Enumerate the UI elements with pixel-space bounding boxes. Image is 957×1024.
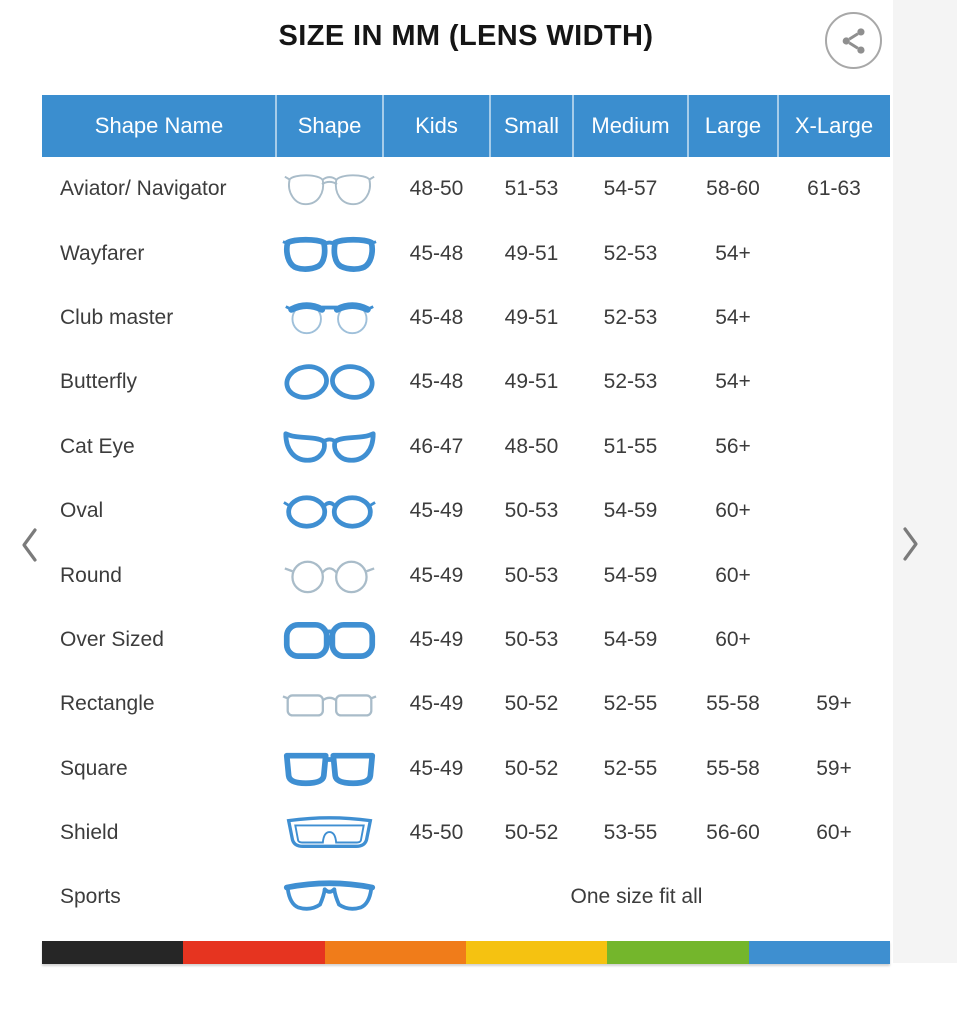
- size-cell: 49-51: [504, 370, 559, 394]
- size-cell: 60+: [816, 821, 852, 845]
- size-cell: 59+: [816, 692, 852, 716]
- size-cell: 52-53: [603, 305, 658, 329]
- size-cell: 56+: [715, 434, 751, 458]
- shape-name-cell: Aviator/ Navigator: [60, 177, 227, 201]
- size-cell: [778, 479, 890, 543]
- aviator-glasses-icon: [276, 157, 383, 221]
- size-cell: 60+: [715, 563, 751, 587]
- table-row: [42, 543, 890, 607]
- size-cell: 54+: [715, 370, 751, 394]
- shape-name-cell: Club master: [60, 305, 174, 329]
- size-cell: 61-63: [807, 177, 861, 201]
- shape-name-cell: Square: [60, 756, 128, 780]
- stripe-segment: [183, 941, 324, 964]
- size-cell: 45-49: [409, 563, 464, 587]
- size-cell: 54-57: [603, 177, 658, 201]
- size-cell: 50-53: [504, 499, 559, 523]
- oversized-glasses-icon: [276, 608, 383, 672]
- shape-name-cell: Shield: [60, 821, 119, 845]
- stripe-segment: [325, 941, 466, 964]
- size-cell: 45-48: [409, 241, 464, 265]
- size-cell: 50-53: [504, 627, 559, 651]
- shape-name-cell: Sports: [60, 885, 121, 909]
- size-cell: [778, 350, 890, 414]
- size-cell: 52-55: [603, 756, 658, 780]
- size-cell: 49-51: [504, 305, 559, 329]
- table-row: [42, 415, 890, 479]
- chevron-left-icon: [18, 526, 42, 564]
- size-cell: 51-55: [603, 434, 658, 458]
- table-row: [42, 221, 890, 285]
- size-cell: 56-60: [706, 821, 760, 845]
- size-cell: 45-50: [409, 821, 464, 845]
- carousel-prev-button[interactable]: [13, 522, 47, 568]
- size-cell: [778, 543, 890, 607]
- share-icon: [838, 25, 870, 57]
- table-row: [42, 479, 890, 543]
- table-row: [42, 286, 890, 350]
- table-row: [42, 157, 890, 221]
- color-stripe: [42, 941, 890, 964]
- size-cell: 55-58: [706, 756, 760, 780]
- rectangle-glasses-icon: [276, 672, 383, 736]
- size-cell: 54+: [715, 241, 751, 265]
- size-cell: 45-48: [409, 305, 464, 329]
- shape-name-cell: Cat Eye: [60, 434, 135, 458]
- size-cell: 58-60: [706, 177, 760, 201]
- shield-glasses-icon: [276, 801, 383, 865]
- column-header-medium: Medium: [573, 95, 688, 157]
- size-cell: 60+: [715, 499, 751, 523]
- size-cell: 52-53: [603, 241, 658, 265]
- size-cell: 45-49: [409, 756, 464, 780]
- column-header-shape-name: Shape Name: [94, 113, 224, 138]
- table-row: [42, 608, 890, 672]
- table-row: [42, 865, 890, 929]
- size-cell: 55-58: [706, 692, 760, 716]
- size-cell: 52-55: [603, 692, 658, 716]
- shape-name-cell: Butterfly: [60, 370, 138, 394]
- size-cell: 53-55: [603, 821, 658, 845]
- size-cell: 54-59: [603, 499, 658, 523]
- size-cell: 60+: [715, 627, 751, 651]
- share-button[interactable]: [825, 12, 882, 69]
- size-cell: 50-52: [504, 756, 559, 780]
- round-glasses-icon: [276, 543, 383, 607]
- column-header-kids: Kids: [383, 95, 490, 157]
- size-cell: [778, 286, 890, 350]
- column-header-large: Large: [688, 95, 778, 157]
- size-cell: 59+: [816, 756, 852, 780]
- carousel-next-slide-edge: [893, 0, 957, 963]
- size-cell: 50-52: [504, 692, 559, 716]
- table-header: [42, 95, 890, 157]
- shape-name-cell: Oval: [60, 499, 104, 523]
- cateye-glasses-icon: [276, 415, 383, 479]
- size-chart-table: [42, 95, 890, 930]
- size-cell: 48-50: [504, 434, 559, 458]
- stripe-segment: [466, 941, 607, 964]
- butterfly-glasses-icon: [276, 350, 383, 414]
- shape-name-cell: Rectangle: [60, 692, 155, 716]
- shape-name-cell: Round: [60, 563, 122, 587]
- size-cell: 54+: [715, 305, 751, 329]
- one-size-note: One size fit all: [570, 885, 703, 909]
- table-row: [42, 672, 890, 736]
- size-cell: [778, 608, 890, 672]
- square-glasses-icon: [276, 737, 383, 801]
- size-cell: 52-53: [603, 370, 658, 394]
- size-cell: 51-53: [504, 177, 559, 201]
- table-body: [42, 157, 890, 930]
- column-header-small: Small: [490, 95, 573, 157]
- stripe-segment: [749, 941, 890, 964]
- size-cell: 54-59: [603, 563, 658, 587]
- size-cell: 54-59: [603, 627, 658, 651]
- column-header-shape: Shape: [276, 95, 383, 157]
- size-cell: 48-50: [409, 177, 464, 201]
- size-cell: [778, 221, 890, 285]
- stripe-segment: [42, 941, 183, 964]
- size-cell: 45-49: [409, 499, 464, 523]
- size-cell: 45-49: [409, 627, 464, 651]
- carousel-next-button[interactable]: [893, 521, 927, 567]
- sports-glasses-icon: [276, 865, 383, 929]
- size-cell: 45-49: [409, 692, 464, 716]
- clubmaster-glasses-icon: [276, 286, 383, 350]
- size-cell: 46-47: [409, 434, 464, 458]
- size-cell: [778, 415, 890, 479]
- shape-name-cell: Over Sized: [60, 627, 164, 651]
- size-cell: 45-48: [409, 370, 464, 394]
- size-cell: 50-53: [504, 563, 559, 587]
- table-row: [42, 737, 890, 801]
- column-header-x-large: X-Large: [778, 95, 890, 157]
- wayfarer-glasses-icon: [276, 221, 383, 285]
- size-cell: 50-52: [504, 821, 559, 845]
- page-title: SIZE IN MM (LENS WIDTH): [278, 20, 654, 52]
- stripe-segment: [607, 941, 748, 964]
- table-row: [42, 350, 890, 414]
- table-row: [42, 801, 890, 865]
- chevron-right-icon: [898, 525, 922, 563]
- oval-glasses-icon: [276, 479, 383, 543]
- shape-name-cell: Wayfarer: [60, 241, 145, 265]
- size-cell: 49-51: [504, 241, 559, 265]
